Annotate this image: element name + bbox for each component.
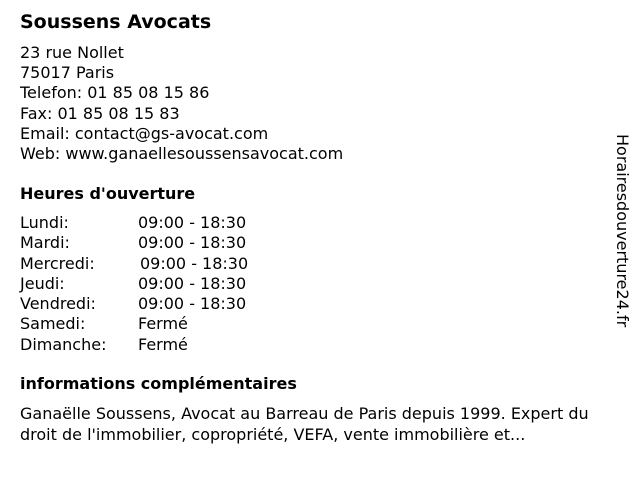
day-label: Mardi: [20,233,70,253]
day-hours: 09:00 - 18:30 [140,253,249,273]
contact-block [20,43,343,164]
business-description: Ganaëlle Soussens, Avocat au Barreau de Paris depuis 1999. Expert du droit de l'immobilier, copropriété, VEFA, vente immobilière et... [20,404,589,444]
day-label: Mercredi: [20,253,95,273]
email-address: Email: contact@gs-avocat.com [20,123,269,143]
day-label: Lundi: [20,213,69,232]
day-hours: 09:00 - 18:30 [138,294,247,314]
phone-number: Telefon: 01 85 08 15 86 [20,83,210,103]
day-hours: Fermé [138,334,188,354]
day-hours: 09:00 - 18:30 [138,213,247,232]
day-label: Samedi: [20,314,86,334]
day-label: Vendredi: [20,294,96,314]
website: Web: www.ganaellesoussensavocat.com [20,144,344,164]
fax-number: Fax: 01 85 08 15 83 [20,103,180,123]
day-label: Jeudi: [20,273,65,293]
city-postcode: 75017 Paris [20,63,115,83]
additional-info-heading: informations complémentaires [20,374,297,393]
street-address: 23 rue Nollet [20,43,124,62]
day-hours: 09:00 - 18:30 [138,233,247,253]
opening-hours-heading: Heures d'ouverture [20,184,196,203]
day-hours: 09:00 - 18:30 [138,273,247,293]
day-label: Dimanche: [20,334,107,354]
business-name: Soussens Avocats [20,11,212,33]
day-hours: Fermé [138,314,188,334]
site-watermark: Horairesdouverture24.fr [613,134,632,328]
